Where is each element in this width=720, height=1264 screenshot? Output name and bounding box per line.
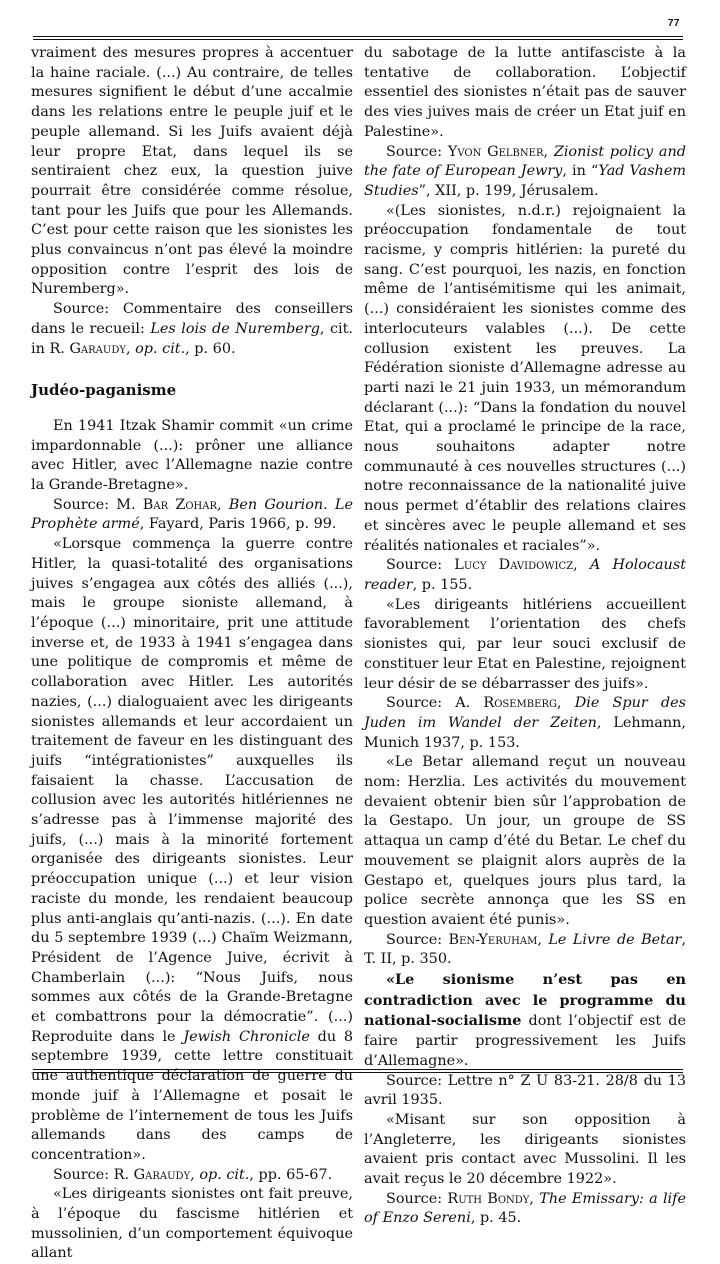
right-source-3: Source: A. Rosemberg, Die Spur des Juden im Wandel der Zeiten, Lehmann, Munich 1937, p. 153. [364,695,687,751]
text-columns [31,44,687,1262]
right-paragraph-5: «Le sionisme n’est pas en contradiction avec le programme du national-socialisme dont l’objectif est de faire partir progressivement les Juifs d’Allemagne». [364,971,686,1069]
footer-rule [33,1069,683,1073]
left-source-3: Source: R. Garaudy, op. cit., pp. 65-67. [53,1166,333,1183]
right-source-5: Source: Lettre n° Z U 83-21. 28/8 du 13 avril 1935. [364,1072,686,1109]
right-source-4: Source: Ben-Yeruham, Le Livre de Betar, T. II, p. 350. [364,931,687,968]
left-source-1: Source: Commentaire des conseillers dans le recueil: Les lois de Nuremberg, cit. in R. Garaudy, op. cit., p. 60. [31,301,353,357]
header-rule [33,36,683,40]
right-paragraph-2: «(Les sionistes, n.d.r.) rejoignaient la préoccupation fondamentale de tout racisme, y compris hitlérien: la pureté du sang. C’est pourquoi, les nazis, en fonction même de l’antisémitisme qui les animait, (...) considéraient les sionistes comme des interlocuteurs valables (...). De cette collusion existent les preuves. La Fédération sioniste d’Allemagne adresse au parti nazi le 21 juin 1933, un mémorandum déclarant (...): “Dans la fondation du nouvel Etat, qui a proclamé le principe de la race, nous souhaitons adapter notre communauté à ces nouvelles structures (...) notre reconnaissance de la nationalité juive nous permet d’établir des relations claires et sincères avec le peuple allemand et ses réalités nationales et raciales”». [364,202,686,554]
right-paragraph-3: «Les dirigeants hitlériens accueillent favorablement l’orientation des chefs sionistes qui, par leur souci exclusif de constituer leur Etat en Palestine, rejoignent leur désir de se débarrasser des juifs». [364,596,686,692]
right-column [364,44,687,1227]
right-paragraph-6: «Misant sur son opposition à l’Angleterre, les dirigeants sionistes avaient pris contact avec Mussolini. Il les avait reçus le 20 décembre 1922». [364,1111,686,1188]
left-paragraph-2: En 1941 Itzak Shamir commit «un crime impardonnable (...): prôner une alliance avec Hitler, avec l’Allemagne nazie contre la Grande-Bretagne». [31,417,353,494]
left-column [31,44,353,1262]
section-heading: Judéo-paganisme [31,381,177,400]
left-paragraph-3: «Lorsque commença la guerre contre Hitler, la quasi-totalité des organisations juives s’engagea aux côtés des alliés (...), mais le groupe sioniste allemand, à l’époque (...) minoritaire, prit une attitude inverse et, de 1933 à 1941 s’engagea dans une politique de compromis et même de collaboration avec Hitler. Les autorités nazies, (...) dialoguaient avec les dirigeants sionistes allemands et leur accordaient un traitement de faveur en les distinguant des juifs “intégrationistes” auxquelles ils faisaient la chasse. L’accusation de collusion avec les autorités hitlériennes ne s’adresse pas à l’immense majorité des juifs, (...) mais à la minorité fortement organisée des dirigeants sionistes. Leur préoccupation unique (...) et leur vision raciste du monde, les rendaient beaucoup plus anti-anglais qu’anti-nazis. (...). En date du 5 septembre 1939 (...) Chaïm Weizmann, Président de l’Agence Juive, écrivit à Chamberlain (...): “Nous Juifs, nous sommes aux côtés de la Grande-Bretagne et combattrons pour la démocratie”. (...) Reproduite dans le Jewish Chronicle du 8 septembre 1939, cette lettre constituait une authentique déclaration de guerre du monde juif à l’Allemagne et posait le problème de l’internement de tous les Juifs allemands dans des camps de concentration». [31,536,353,1163]
right-source-6: Source: Ruth Bondy, The Emissary: a life of Enzo Sereni, p. 45. [364,1190,687,1227]
page-number: 77 [667,18,680,29]
right-source-2: Source: Lucy Davidowicz, A Holocaust reader, p. 155. [364,557,686,593]
left-paragraph-1: vraiment des mesures propres à accentuer la haine raciale. (...) Au contraire, de telles mesures signifient le début d’une accalmie dans les relations entre le peuple juif et le peuple allemand. Si les Juifs avaient déjà leur propre Etat, dans lequel ils se sentiraient chez eux, la question juive pourrait être considérée comme résolue, tant pour les Juifs que pour les Allemands. C’est pour cette raison que les sionistes les plus convaincus n’ont pas élevé la moindre opposition contre l’esprit des lois de Nuremberg». [31,45,353,298]
left-source-2: Source: M. Bar Zohar, Ben Gourion. Le Prophète armé, Fayard, Paris 1966, p. 99. [31,496,353,533]
right-paragraph-1: du sabotage de la lutte antifasciste à la tentative de collaboration. L’objectif essentiel des sionistes n’était pas de sauver des vies juives mais de créer un Etat juif en Palestine». [364,45,686,140]
right-source-1: Source: Yvon Gelbner, Zionist policy and the fate of European Jewry, in “Yad Vashem Studies”, XII, p. 199, Jérusalem. [364,143,686,199]
right-paragraph-4: «Le Betar allemand reçut un nouveau nom: Herzlia. Les activités du mouvement devaient obtenir bien sûr l’approbation de la Gestapo. Un jour, un groupe de SS attaqua un camp d’été du Betar. Le chef du mouvement se plaignit alors auprès de la Gestapo et, quelques jours plus tard, la police secrète annonça que les SS en question avaient été punis». [364,754,686,928]
left-paragraph-4: «Les dirigeants sionistes ont fait preuve, à l’époque du fascisme hitlérien et mussolinien, d’un comportement équivoque allant [31,1186,353,1262]
